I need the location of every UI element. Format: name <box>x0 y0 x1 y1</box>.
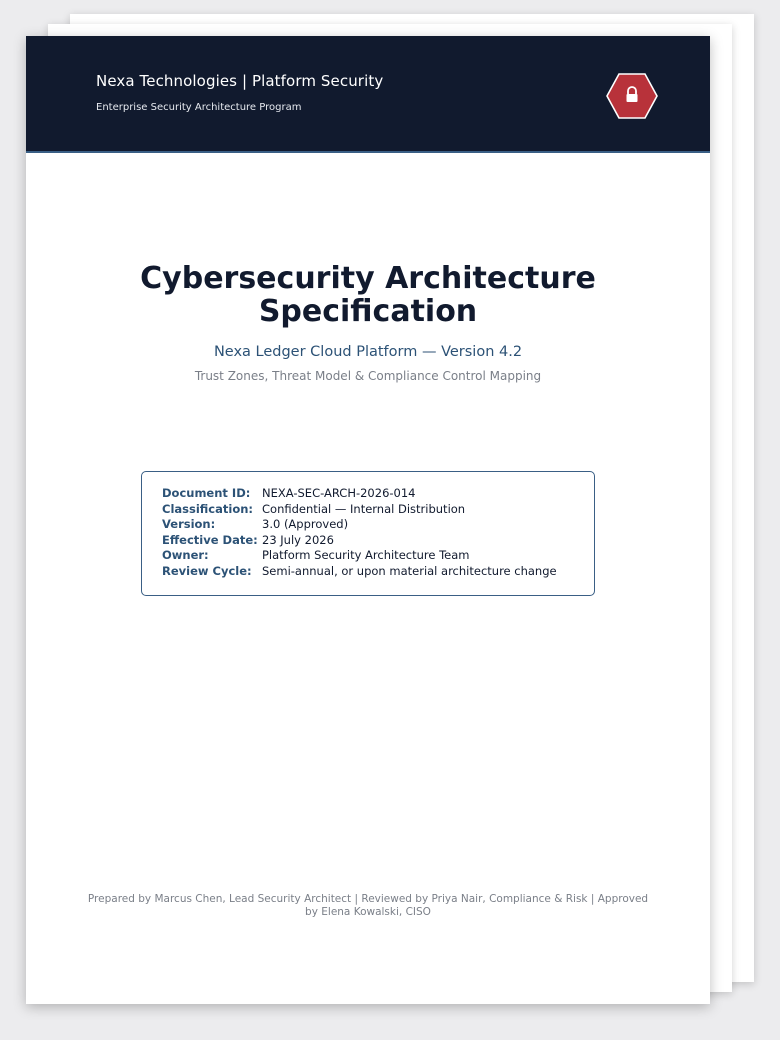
metadata-label: Effective Date: <box>162 532 258 547</box>
page-subtitle: Nexa Ledger Cloud Platform — Version 4.2 <box>213 344 523 360</box>
metadata-value: Platform Security Architecture Team <box>262 548 470 562</box>
org-title: Nexa Technologies | Platform Security <box>96 72 384 90</box>
metadata-value: NEXA-SEC-ARCH-2026-014 <box>262 486 416 500</box>
metadata-row <box>162 533 594 549</box>
document-metadata-box <box>141 471 595 596</box>
program-name: Enterprise Security Architecture Program <box>96 102 302 113</box>
metadata-row <box>162 517 594 533</box>
metadata-row <box>162 502 594 518</box>
metadata-value: 23 July 2026 <box>262 532 334 547</box>
metadata-row <box>162 564 594 580</box>
title-line-1: Cybersecurity Architecture <box>140 261 596 296</box>
metadata-row <box>162 486 594 502</box>
metadata-label: Review Cycle: <box>162 563 252 578</box>
page-tagline: Trust Zones, Threat Model & Compliance Control Mapping <box>194 369 542 383</box>
lock-icon <box>606 73 658 119</box>
metadata-label: Document ID: <box>162 486 251 500</box>
metadata-value: 3.0 (Approved) <box>262 517 349 531</box>
page-footer: Prepared by Marcus Chen, Lead Security Architect | Reviewed by Priya Nair, Compliance & Risk | Approved by Elena Kowalski, CISO <box>87 893 649 918</box>
metadata-label: Classification: <box>162 501 254 516</box>
cover-page <box>26 36 710 1004</box>
page-header <box>26 36 710 153</box>
metadata-row <box>162 548 594 564</box>
metadata-label: Version: <box>162 517 216 531</box>
page-title <box>26 262 710 328</box>
metadata-label: Owner: <box>162 548 209 562</box>
metadata-value: Semi-annual, or upon material architecture change <box>262 563 557 578</box>
metadata-value: Confidential — Internal Distribution <box>262 501 466 516</box>
title-line-2: Specification <box>258 294 478 329</box>
